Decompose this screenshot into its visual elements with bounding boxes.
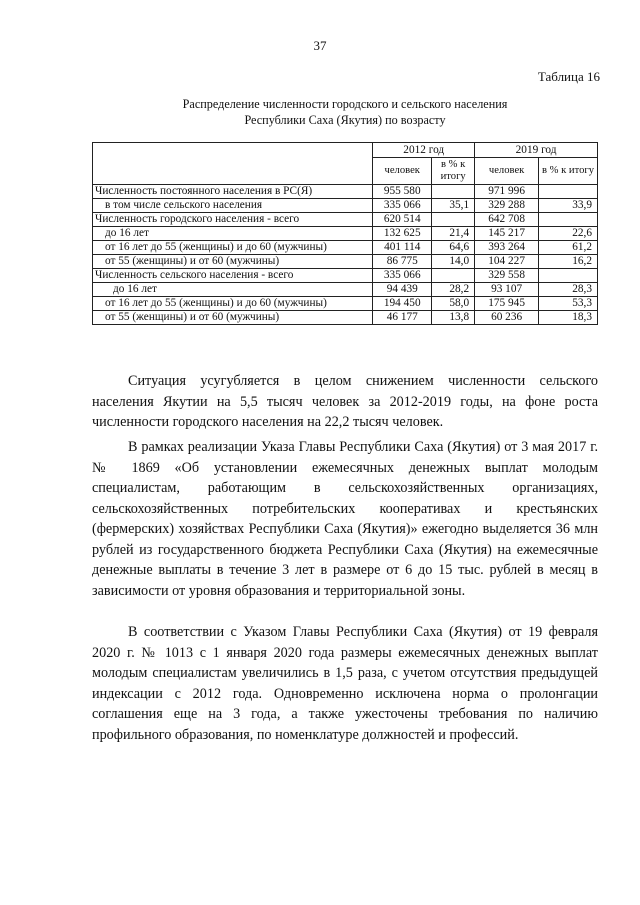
row-label: Численность постоянного населения в РС(Я) <box>93 185 373 199</box>
percent-2019: 18,3 <box>539 311 598 325</box>
table-label: Таблица 16 <box>537 69 600 84</box>
percent-2019: 28,3 <box>539 283 598 297</box>
percent-2012: 13,8 <box>432 311 475 325</box>
table-header-empty-cell <box>93 143 373 185</box>
paragraph-text: Ситуация усугубляется в целом снижением численности сельского населения Якутии на 5,5 тысяч человек за 2012-2019 годы, на фоне роста численности городского населения на 22,2 тысяч человек. <box>92 373 598 430</box>
page-number: 37 <box>313 38 327 53</box>
percent-2019 <box>539 213 598 227</box>
table-row <box>93 269 598 283</box>
percent-2012: 58,0 <box>432 297 475 311</box>
value-2012: 132 625 <box>373 227 432 241</box>
percent-2012 <box>432 269 475 283</box>
people-header-2012: человек <box>373 158 432 185</box>
table-row <box>93 311 598 325</box>
value-2019: 93 107 <box>475 283 539 297</box>
row-label: до 16 лет <box>93 283 373 297</box>
value-2019: 60 236 <box>475 311 539 325</box>
value-2012: 955 580 <box>373 185 432 199</box>
percent-2019 <box>539 269 598 283</box>
table-row <box>93 185 598 199</box>
value-2019: 175 945 <box>475 297 539 311</box>
value-2019: 104 227 <box>475 255 539 269</box>
value-2019: 329 288 <box>475 199 539 213</box>
percent-2019: 33,9 <box>539 199 598 213</box>
percent-2012: 35,1 <box>432 199 475 213</box>
percent-2012: 14,0 <box>432 255 475 269</box>
percent-2012 <box>432 213 475 227</box>
year-2012-header: 2012 год <box>373 143 475 158</box>
table-row <box>93 213 598 227</box>
population-table <box>92 142 598 325</box>
percent-2019 <box>539 185 598 199</box>
value-2019: 393 264 <box>475 241 539 255</box>
table-row <box>93 227 598 241</box>
row-label: от 16 лет до 55 (женщины) и до 60 (мужчины) <box>93 241 373 255</box>
paragraph-text: В рамках реализации Указа Главы Республики Саха (Якутия) от 3 мая 2017 г. № 1869 «Об установлении ежемесячных денежных выплат молодым специалистам, работающим в сельскохозяйственных организациях, сельскохозяйственных потребительских кооперативах и крестьянских (фермерских) хозяйствах Республики Саха (Якутия)» ежегодно выделяется 36 млн рублей из государственного бюджета Республики Саха (Якутия) на ежемесячные денежные выплаты в течение 3 лет в размере от 6 до 15 тыс. рублей в месяц в зависимости от уровня образования и территориальной зоны. <box>92 439 598 599</box>
table-row <box>93 255 598 269</box>
table-caption <box>92 96 598 128</box>
value-2012: 335 066 <box>373 199 432 213</box>
value-2012: 335 066 <box>373 269 432 283</box>
table-row <box>93 283 598 297</box>
percent-header-2019: в % к итогу <box>539 158 598 185</box>
row-label: от 55 (женщины) и от 60 (мужчины) <box>93 311 373 325</box>
value-2019: 329 558 <box>475 269 539 283</box>
percent-2012 <box>432 185 475 199</box>
paragraph-population-decline <box>92 371 598 433</box>
row-label: Численность сельского населения - всего <box>93 269 373 283</box>
table-caption-line-2: Республики Саха (Якутия) по возрасту <box>244 113 446 127</box>
value-2012: 46 177 <box>373 311 432 325</box>
value-2012: 401 114 <box>373 241 432 255</box>
year-2019-header: 2019 год <box>475 143 598 158</box>
percent-2019: 53,3 <box>539 297 598 311</box>
table-row <box>93 241 598 255</box>
percent-2012: 21,4 <box>432 227 475 241</box>
value-2019: 971 996 <box>475 185 539 199</box>
value-2012: 194 450 <box>373 297 432 311</box>
value-2012: 86 775 <box>373 255 432 269</box>
table-row <box>93 199 598 213</box>
value-2012: 620 514 <box>373 213 432 227</box>
table-header-years <box>93 143 598 158</box>
table-caption-line-1: Распределение численности городского и сельского населения <box>182 97 508 111</box>
paragraph-text: В соответствии с Указом Главы Республики Саха (Якутия) от 19 февраля 2020 г. № 1013 с 1 января 2020 года размеры ежемесячных денежных выплат молодым специалистам увеличились в 1,5 раза, с учетом отсутствия предыдущей индексации с 2012 года. Одновременно исключена норма о пролонгации соглашения еще на 3 года, а также ужесточены требования по наличию профильного образования, по номенклатуре должностей и профессий. <box>92 624 598 743</box>
percent-2019: 61,2 <box>539 241 598 255</box>
percent-2019: 16,2 <box>539 255 598 269</box>
percent-header-2012: в % к итогу <box>432 158 475 185</box>
value-2019: 642 708 <box>475 213 539 227</box>
row-label: от 16 лет до 55 (женщины) и до 60 (мужчины) <box>93 297 373 311</box>
value-2019: 145 217 <box>475 227 539 241</box>
value-2012: 94 439 <box>373 283 432 297</box>
row-label: до 16 лет <box>93 227 373 241</box>
people-header-2019: человек <box>475 158 539 185</box>
paragraph-decree-1869 <box>92 437 598 601</box>
table-row <box>93 297 598 311</box>
paragraph-decree-1013 <box>92 622 598 745</box>
percent-2012: 28,2 <box>432 283 475 297</box>
row-label: Численность городского населения - всего <box>93 213 373 227</box>
percent-2019: 22,6 <box>539 227 598 241</box>
percent-2012: 64,6 <box>432 241 475 255</box>
row-label: в том числе сельского населения <box>93 199 373 213</box>
row-label: от 55 (женщины) и от 60 (мужчины) <box>93 255 373 269</box>
population-table-body <box>93 143 598 325</box>
